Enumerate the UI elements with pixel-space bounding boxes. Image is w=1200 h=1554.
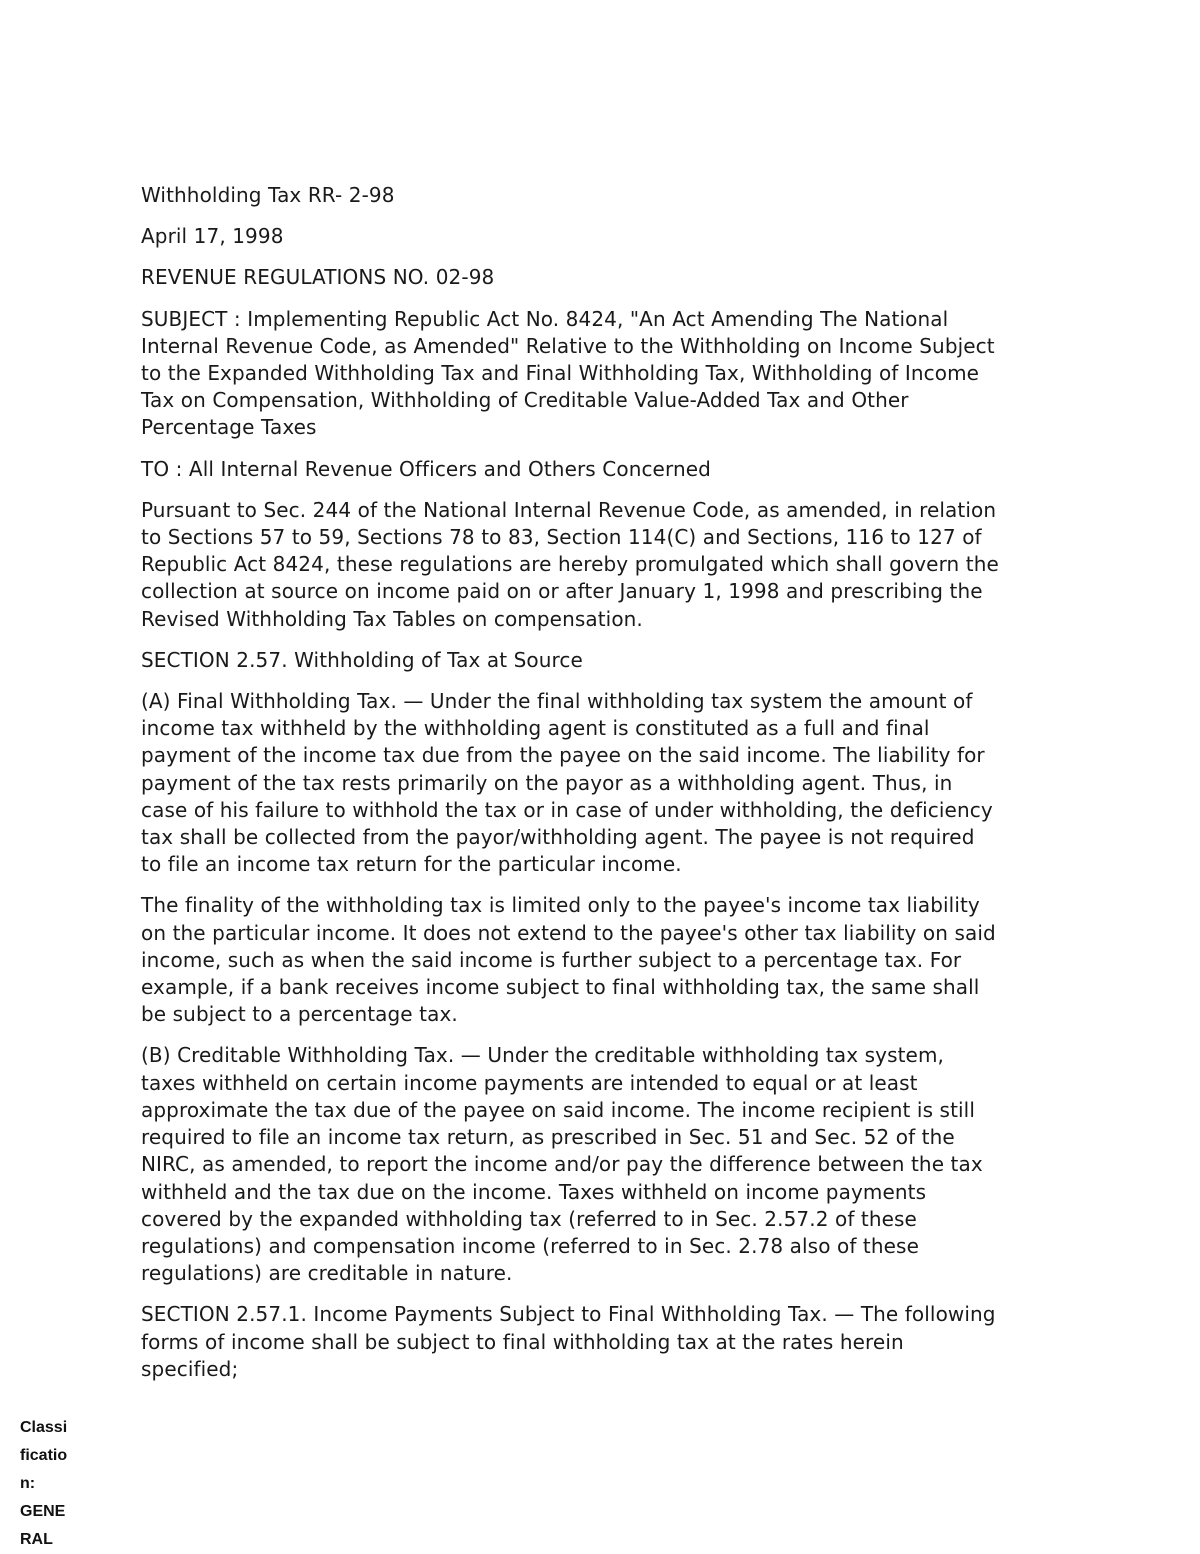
classification-label: Classi ficatio n: GENE RAL xyxy=(20,1419,68,1548)
final-withholding-paragraph: (A) Final Withholding Tax. — Under the final withholding tax system the amount of income tax withheld by the withholding agent is constituted as a full and final payment of the income tax due from the payee on the said income. The liability for payment of the tax rests primarily on the payor as a withholding agent. Thus, in case of his failure to withhold the tax or in case of under withholding, the deficiency tax shall be collected from the payor/withholding agent. The payee is not required to file an income tax return for the particular income. xyxy=(141,689,993,877)
regulation-number: REVENUE REGULATIONS NO. 02-98 xyxy=(141,265,495,290)
addressee-paragraph: TO : All Internal Revenue Officers and Others Concerned xyxy=(141,456,711,481)
document-header-title: Withholding Tax RR- 2-98 xyxy=(141,183,395,207)
preamble-paragraph: Pursuant to Sec. 244 of the National Internal Revenue Code, as amended, in relation to Sections 57 to 59, Sections 78 to 83, Section 114(C) and Sections, 116 to 127 of Republic Act 8424, these regulations are hereby promulgated which shall govern the collection at source on income paid on or after January 1, 1998 and prescribing the Revised Withholding Tax Tables on compensation. xyxy=(141,497,999,631)
section-257-heading: SECTION 2.57. Withholding of Tax at Source xyxy=(141,647,583,672)
creditable-withholding-paragraph: (B) Creditable Withholding Tax. — Under the creditable withholding tax system, taxes withheld on certain income payments are intended to equal or at least approximate the tax due of the payee on said income. The income recipient is still required to file an income tax return, as prescribed in Sec. 51 and Sec. 52 of the NIRC, as amended, to report the income and/or pay the difference between the tax withheld and the tax due on the income. Taxes withheld on income payments covered by the expanded withholding tax (referred to in Sec. 2.57.2 of these regulations) and compensation income (referred to in Sec. 2.78 also of these regulations) are creditable in nature. xyxy=(141,1043,983,1286)
document-date: April 17, 1998 xyxy=(141,224,284,249)
section-2571-paragraph: SECTION 2.57.1. Income Payments Subject to Final Withholding Tax. — The following forms of income shall be subject to final withholding tax at the rates herein specified; xyxy=(141,1302,996,1381)
subject-paragraph: SUBJECT : Implementing Republic Act No. 8424, "An Act Amending The National Internal Revenue Code, as Amended" Relative to the Withholding on Income Subject to the Expanded Withholding Tax and Final Withholding Tax, Withholding of Income Tax on Compensation, Withholding of Creditable Value-Added Tax and Other Percentage Taxes xyxy=(141,306,995,440)
finality-paragraph: The finality of the withholding tax is limited only to the payee's income tax liability on the particular income. It does not extend to the payee's other tax liability on said income, such as when the said income is further subject to a percentage tax. For example, if a bank receives income subject to final withholding tax, the same shall be subject to a percentage tax. xyxy=(141,893,996,1027)
document-body xyxy=(141,182,1071,1397)
